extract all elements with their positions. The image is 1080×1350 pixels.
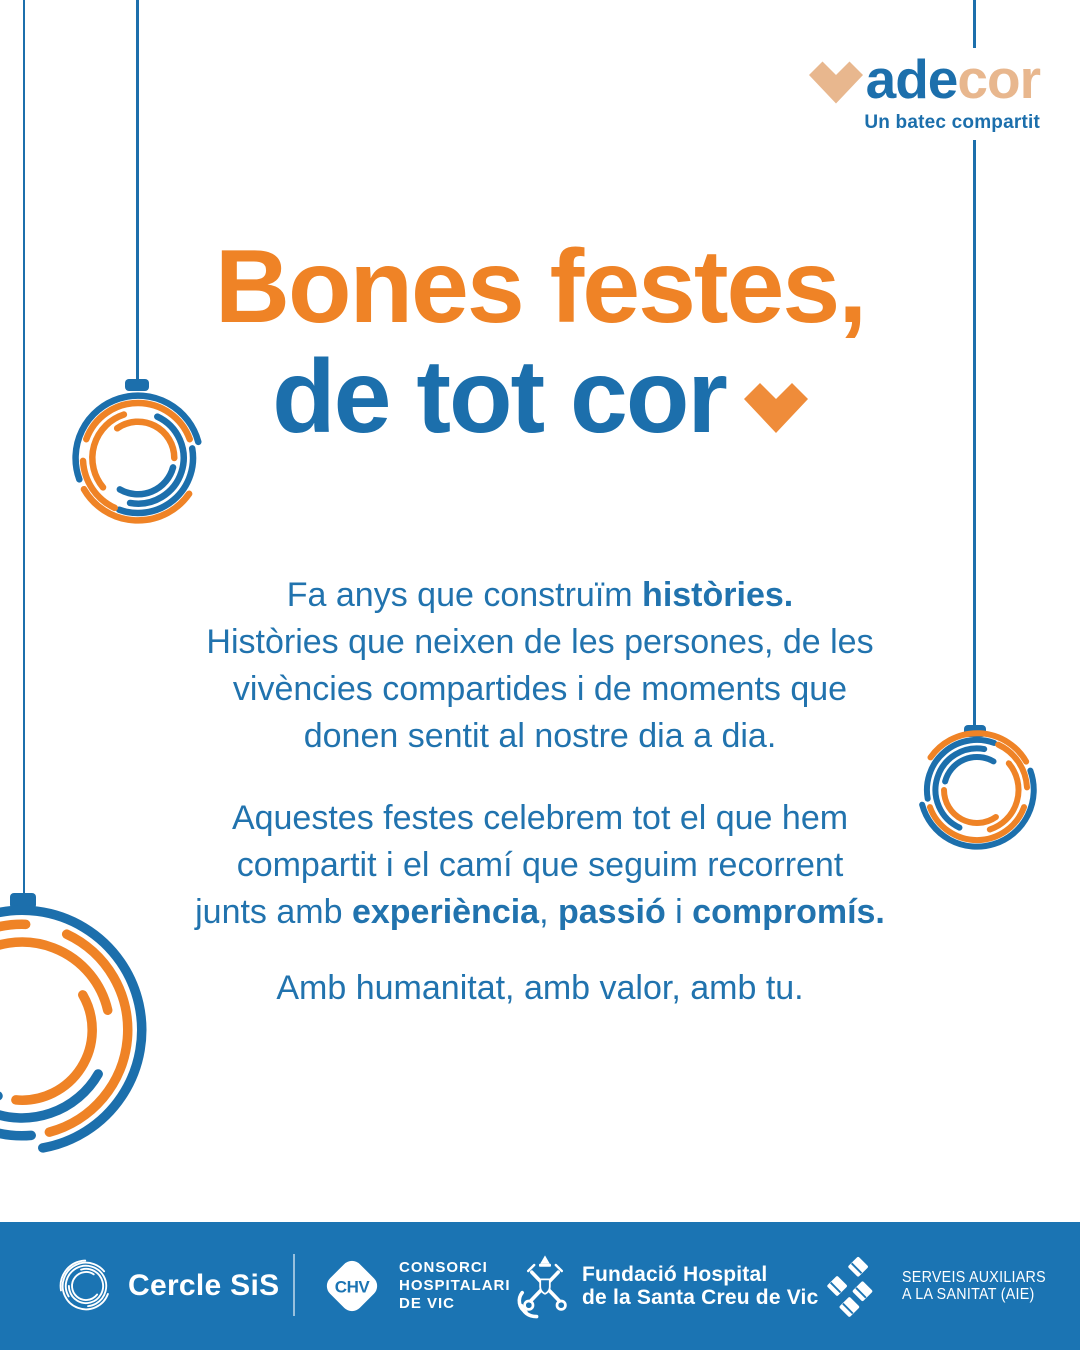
headline [0, 229, 1080, 455]
brand-logo [795, 48, 1048, 140]
serveis-label: SERVEIS AUXILIARS A LA SANITAT (AIE) [902, 1268, 1046, 1303]
paragraph-1: Fa anys que construïm històries. Històries que neixen de les persones, de les vivències compartides i de moments que donen sentit al nostre dia a dia. [206, 576, 874, 755]
heart-icon [744, 383, 808, 433]
logo-serveis-auxiliars [824, 1222, 1058, 1350]
paragraph-3: Amb humanitat, amb valor, amb tu. [276, 969, 804, 1007]
chv-label: CONSORCI HOSPITALARI DE VIC [399, 1259, 511, 1312]
brand-tagline: Un batec compartit [864, 112, 1040, 133]
logo-chv [322, 1222, 511, 1350]
footer-divider [293, 1254, 295, 1316]
crossed-keys-crest-icon [514, 1253, 576, 1319]
svg-text:CHV: CHV [334, 1277, 370, 1297]
body-copy [120, 572, 960, 1012]
fundacio-label: Fundació Hospital de la Santa Creu de Vic [582, 1263, 819, 1309]
footer-logo-bar [0, 1222, 1080, 1350]
headline-line1: Bones festes, [214, 229, 866, 345]
heart-icon [809, 61, 863, 104]
headline-line2: de tot cor [0, 342, 1080, 452]
cercle-sis-label: Cercle SiS [128, 1269, 280, 1302]
brand-wordmark: adecor [865, 48, 1040, 110]
chv-diamond-icon [322, 1256, 382, 1316]
logo-fundacio-hospital [514, 1222, 818, 1350]
concentric-rings-icon [58, 1258, 114, 1314]
four-diamonds-icon [824, 1255, 880, 1317]
paragraph-2: Aquestes festes celebrem tot el que hem compartit i el camí que seguim recorrent junts amb experiència, passió i compromís. [195, 799, 885, 931]
logo-cercle-sis [58, 1222, 279, 1350]
